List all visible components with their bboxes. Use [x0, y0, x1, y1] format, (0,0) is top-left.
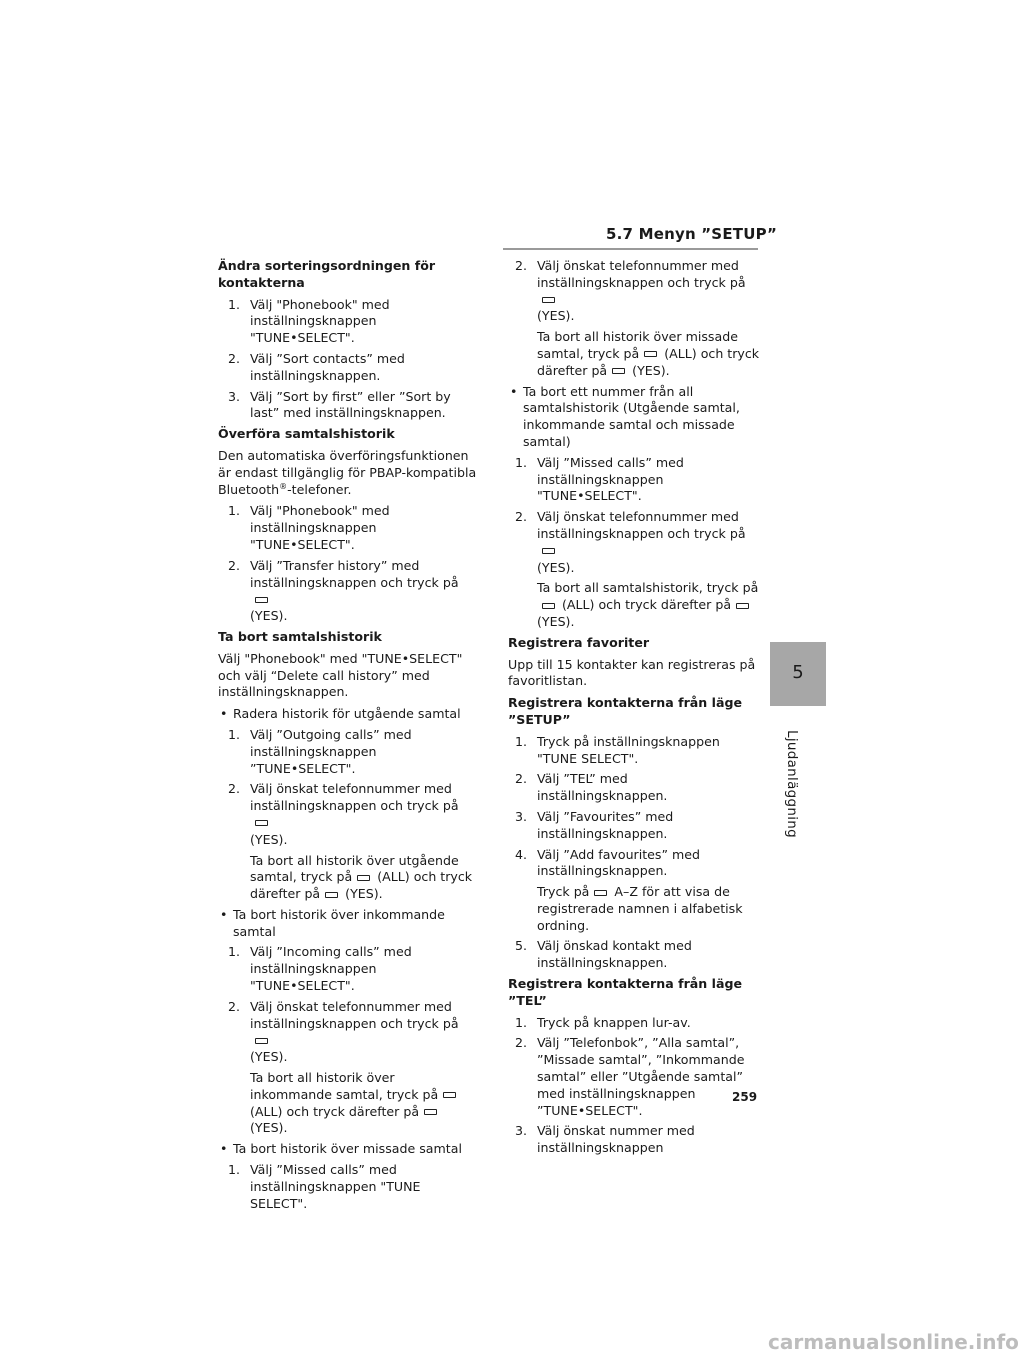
heading-sort-contacts: Ändra sorteringsordningen för kontakterna	[218, 258, 436, 290]
step-text: Tryck på knappen lur-av.	[537, 1014, 691, 1030]
note-text: (YES).	[632, 362, 670, 378]
chapter-label: Ljudanläggning	[784, 730, 800, 839]
step-text: Välj ”Missed calls” med inställningsknappen "TUNE•SELECT".	[537, 454, 684, 504]
step-text: (YES).	[250, 1049, 288, 1065]
heading-register-tel: Registrera kontakterna från läge ”TEL”	[508, 976, 743, 1008]
list-item	[228, 389, 480, 423]
step-number: 5.	[515, 938, 528, 954]
list-item	[228, 781, 480, 848]
step-text: (YES).	[537, 559, 575, 575]
page-number: 259	[732, 1090, 758, 1104]
step-number: 2.	[515, 258, 528, 273]
header-divider	[503, 248, 758, 250]
list-item	[228, 1162, 480, 1212]
step-number: 4.	[515, 846, 528, 862]
list-item	[228, 297, 480, 347]
button-icon	[255, 820, 268, 826]
step-note	[537, 580, 760, 630]
note-text: (YES).	[345, 886, 383, 902]
note-text: A–Z för att visa de registrerade namnen i alfabetisk ordning.	[537, 884, 743, 933]
list-item	[515, 847, 760, 881]
list-item	[515, 938, 760, 972]
list-item	[515, 809, 760, 843]
step-text: Välj ”Favourites” med inställningsknappen.	[537, 808, 674, 841]
list-item	[228, 351, 480, 385]
list-item	[515, 455, 760, 505]
step-text: Välj ”Add favourites” med inställningsknappen.	[537, 846, 701, 879]
bullet-item	[510, 384, 760, 451]
step-text: (YES).	[250, 608, 288, 624]
list-item	[515, 1035, 760, 1119]
step-text: Välj önskat telefonnummer med inställningsknappen och tryck på	[250, 781, 459, 814]
section-title: 5.7 Menyn ”SETUP”	[606, 225, 778, 243]
note-text: (YES).	[537, 613, 575, 629]
step-note	[250, 1070, 480, 1137]
button-icon	[357, 875, 370, 881]
step-text: Tryck på inställningsknappen "TUNE SELECT".	[537, 733, 720, 766]
bullet-text: Radera historik för utgående samtal	[233, 706, 461, 722]
bullet-item	[220, 907, 480, 941]
step-text: Välj "Phonebook" med inställningsknappen "TUNE•SELECT".	[250, 503, 390, 552]
step-text: Välj önskat nummer med inställningsknappen	[537, 1123, 695, 1156]
note-text: Ta bort all historik över missade samtal, tryck på	[537, 329, 738, 361]
button-icon	[542, 548, 555, 554]
bullet-dot: •	[220, 706, 228, 722]
list-item	[228, 999, 480, 1066]
note-text: Tryck på	[537, 884, 590, 900]
step-number: 1.	[228, 296, 241, 312]
right-column	[508, 258, 760, 1161]
paragraph-delete: Välj "Phonebook" med "TUNE•SELECT" och välj “Delete call history” med inställningsknappen.	[218, 650, 463, 700]
note-text: (ALL) och tryck därefter på	[562, 597, 732, 613]
step-note	[537, 884, 760, 934]
list-item	[515, 771, 760, 805]
step-text: Välj ”Sort by first” eller ”Sort by last” med inställningsknappen.	[250, 388, 451, 421]
list-item	[228, 558, 480, 625]
step-number: 1.	[228, 726, 241, 742]
step-number: 2.	[228, 350, 241, 366]
step-number: 2.	[228, 781, 241, 797]
paragraph-text: Den automatiska överföringsfunktionen är endast tillgänglig för PBAP-kompatibla Bluetooth	[218, 447, 477, 497]
paragraph-favourites: Upp till 15 kontakter kan registreras på favoritlistan.	[508, 656, 756, 689]
step-number: 1.	[228, 1162, 241, 1178]
button-icon	[612, 368, 625, 374]
step-number: 3.	[515, 808, 528, 824]
button-icon	[594, 890, 607, 896]
list-item	[515, 509, 760, 576]
button-icon	[542, 603, 555, 609]
step-number: 1.	[515, 1014, 528, 1030]
step-number: 2.	[515, 771, 528, 787]
bullet-dot: •	[510, 383, 518, 399]
step-number: 2.	[228, 998, 241, 1014]
step-text: Välj önskat telefonnummer med inställningsknappen och tryck på	[537, 258, 746, 290]
button-icon	[424, 1109, 437, 1115]
bullet-dot: •	[220, 1141, 228, 1157]
list-item	[228, 727, 480, 777]
list-item	[515, 258, 760, 325]
paragraph-transfer	[218, 448, 480, 498]
chapter-number: 5	[792, 662, 804, 683]
note-text: (ALL) och tryck därefter på	[537, 345, 760, 378]
bullet-text: Ta bort historik över inkommande samtal	[233, 906, 445, 939]
step-text: Välj ”TEL” med inställningsknappen.	[537, 771, 668, 804]
step-text: Välj ”Outgoing calls” med inställningsknappen ”TUNE•SELECT".	[250, 726, 412, 776]
heading-register-favourites: Registrera favoriter	[508, 634, 650, 650]
watermark: carmanualsonline.info	[768, 1330, 1019, 1354]
step-text: (YES).	[537, 308, 575, 324]
paragraph-text: -telefoner.	[287, 481, 352, 497]
step-text: Välj ”Telefonbok”, ”Alla samtal”, ”Missade samtal”, ”Inkommande samtal” eller ”Utgående samtal” med inställningsknappen ”TUNE•SELECT".	[537, 1035, 745, 1118]
step-number: 2.	[228, 557, 241, 573]
left-column	[218, 258, 480, 1216]
list-item	[228, 503, 480, 553]
list-item	[228, 944, 480, 994]
step-text: Välj ”Incoming calls” med inställningsknappen "TUNE•SELECT".	[250, 944, 412, 994]
step-note	[537, 329, 760, 379]
step-text: Välj ”Missed calls” med inställningsknappen "TUNE SELECT".	[250, 1162, 421, 1211]
step-text: Välj ”Transfer history” med inställningsknappen och tryck på	[250, 557, 459, 590]
step-text: Välj önskad kontakt med inställningsknappen.	[537, 938, 692, 971]
step-note	[250, 853, 480, 903]
registered-mark: ®	[279, 481, 288, 491]
button-icon	[443, 1092, 456, 1098]
note-text: Ta bort all historik över utgående samtal, tryck på	[250, 852, 459, 885]
note-text: (YES).	[250, 1120, 288, 1136]
note-text: Ta bort all samtalshistorik, tryck på	[537, 580, 759, 596]
list-item	[515, 734, 760, 768]
button-icon	[542, 297, 555, 303]
step-text: Välj önskat telefonnummer med inställningsknappen och tryck på	[537, 509, 746, 541]
bullet-text: Ta bort ett nummer från all samtalshistorik (Utgående samtal, inkommande samtal och missade samtal)	[523, 383, 740, 449]
note-text: (ALL) och tryck därefter på	[250, 869, 473, 902]
step-text: (YES).	[250, 831, 288, 847]
bullet-dot: •	[220, 906, 228, 922]
step-number: 1.	[515, 733, 528, 749]
button-icon	[255, 597, 268, 603]
note-text: Ta bort all historik över inkommande samtal, tryck på	[250, 1070, 439, 1102]
heading-transfer-history: Överföra samtalshistorik	[218, 426, 395, 442]
button-icon	[644, 351, 657, 357]
list-item	[515, 1015, 760, 1032]
step-number: 1.	[515, 454, 528, 470]
heading-register-setup: Registrera kontakterna från läge ”SETUP”	[508, 695, 743, 727]
step-number: 1.	[228, 944, 241, 960]
step-text: Välj "Phonebook" med inställningsknappen "TUNE•SELECT".	[250, 296, 390, 346]
step-text: Välj önskat telefonnummer med inställningsknappen och tryck på	[250, 998, 459, 1031]
step-number: 3.	[515, 1123, 528, 1139]
bullet-text: Ta bort historik över missade samtal	[233, 1141, 462, 1157]
bullet-item	[220, 706, 480, 723]
step-number: 2.	[515, 509, 528, 525]
button-icon	[325, 892, 338, 898]
step-number: 2.	[515, 1035, 528, 1051]
note-text: (ALL) och tryck därefter på	[250, 1103, 420, 1119]
button-icon	[736, 603, 749, 609]
button-icon	[255, 1038, 268, 1044]
bullet-item	[220, 1141, 480, 1158]
step-number: 1.	[228, 503, 241, 519]
step-number: 3.	[228, 388, 241, 404]
list-item	[515, 1123, 760, 1157]
heading-delete-history: Ta bort samtalshistorik	[218, 628, 382, 644]
step-text: Välj ”Sort contacts” med inställningsknappen.	[250, 350, 405, 383]
